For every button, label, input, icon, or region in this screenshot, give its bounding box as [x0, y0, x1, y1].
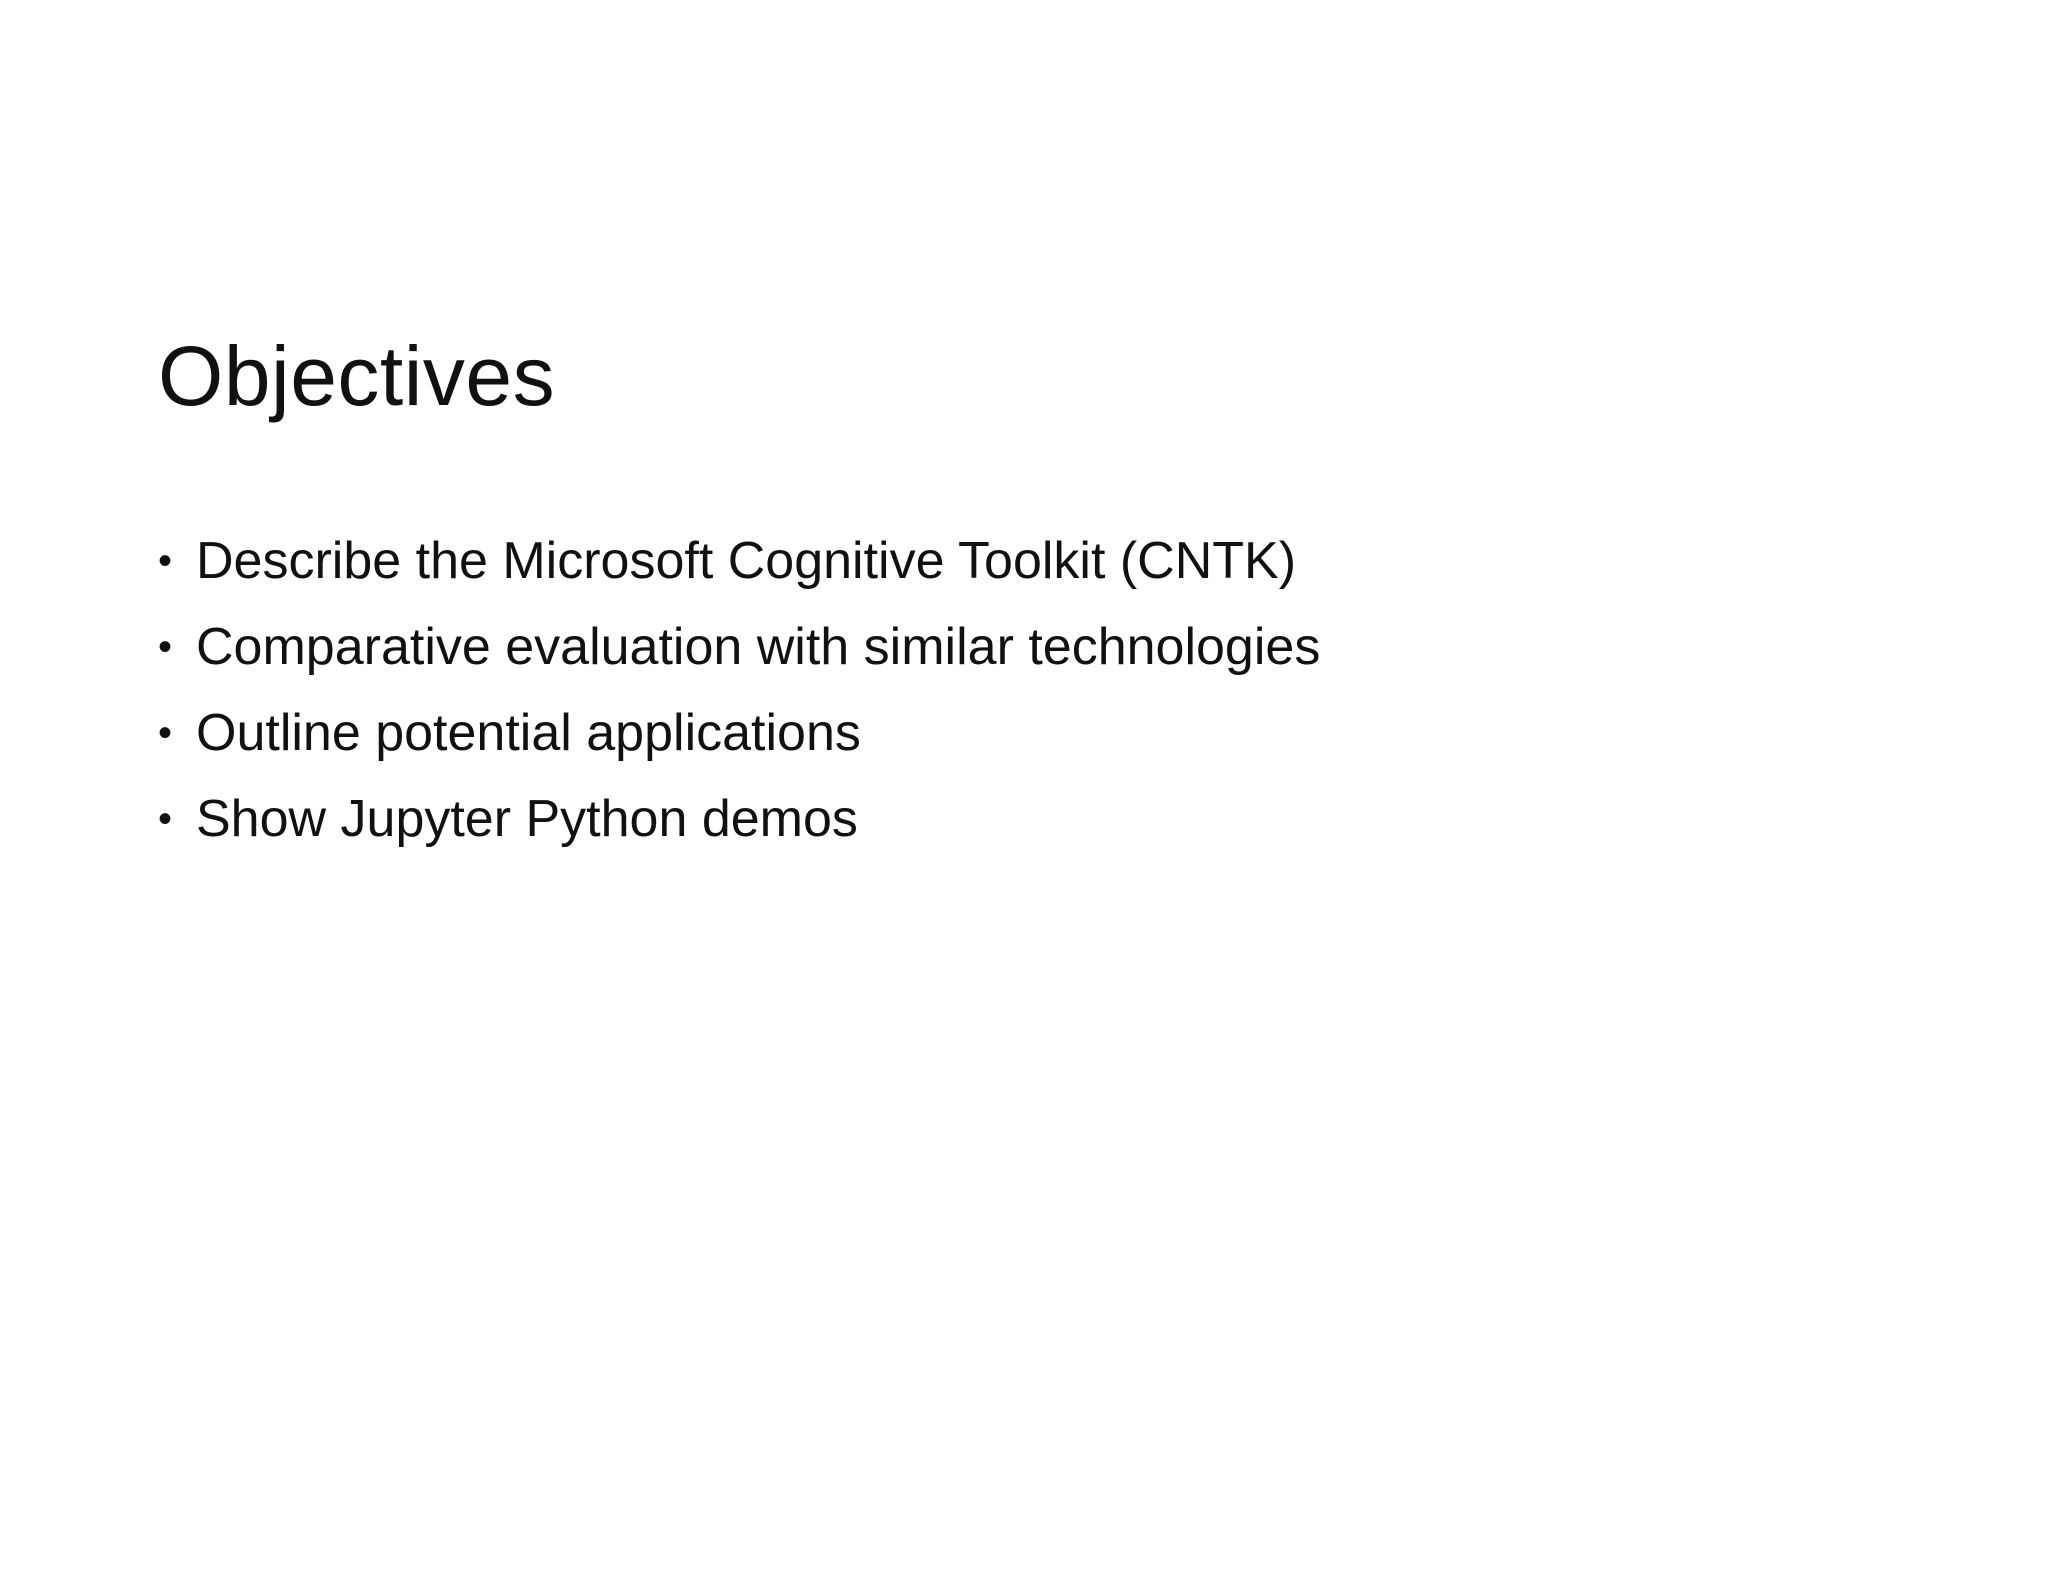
- bullet-item: [158, 614, 1320, 700]
- bullet-dot: •: [158, 711, 173, 755]
- bullet-item: [158, 700, 1320, 786]
- bullet-text: Comparative evaluation with similar technologies: [196, 618, 1321, 676]
- bullet-item: [158, 786, 1320, 872]
- slide-title: Objectives: [158, 329, 556, 423]
- bullet-dot: •: [158, 625, 173, 669]
- bullet-text: Show Jupyter Python demos: [196, 790, 858, 848]
- bullet-dot: •: [158, 797, 173, 841]
- bullet-text: Describe the Microsoft Cognitive Toolkit (CNTK): [196, 532, 1297, 590]
- bullet-list: [158, 528, 1320, 872]
- bullet-text: Outline potential applications: [196, 704, 861, 762]
- bullet-item: [158, 528, 1320, 614]
- bullet-dot: •: [158, 539, 173, 583]
